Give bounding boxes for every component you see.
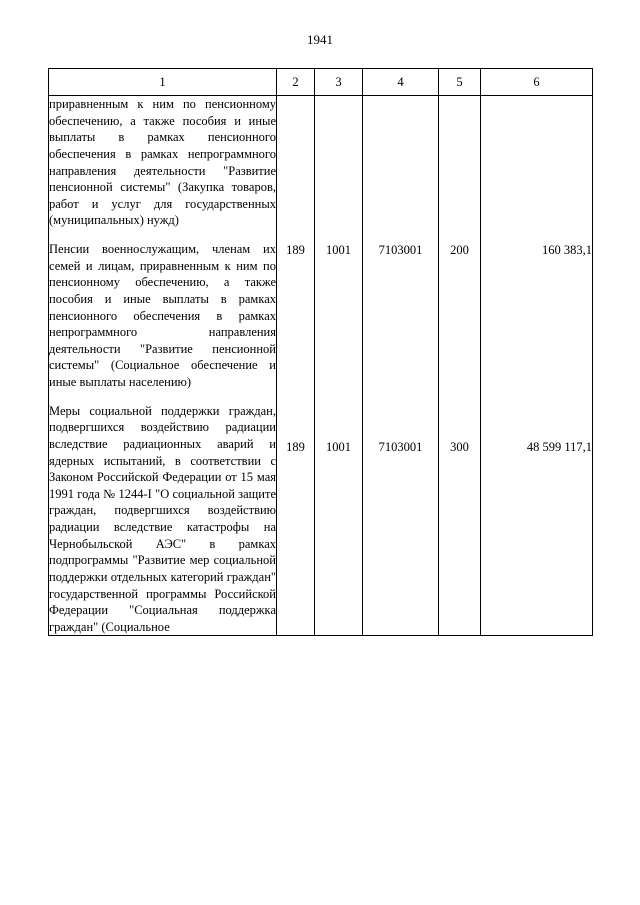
expense-type-value: 300 <box>450 440 469 454</box>
col-number-3: 3 <box>315 69 363 96</box>
amount-cell-2 <box>481 270 592 455</box>
chapter-value: 189 <box>286 440 305 454</box>
expense-type-column <box>439 96 481 636</box>
table-row <box>49 241 276 391</box>
section-column <box>315 96 363 636</box>
row-description: Пенсии военнослужащим, членам их семей и лицам, приравненным к ним по пенсионному обеспечению, а также пособия и иные выплаты в рамках пенсионного обеспечения в рамках непрограммного направления деятельности "Развитие пенсионной системы" (Социальное обеспечение и иные выплаты населению) <box>49 242 276 389</box>
target-code-column <box>363 96 439 636</box>
target-code-value: 7103001 <box>378 440 423 454</box>
col-number-5: 5 <box>439 69 481 96</box>
amount-cell-1 <box>481 96 592 258</box>
target-code-value: 7103001 <box>378 243 423 257</box>
section-value: 1001 <box>326 243 351 257</box>
chapter-cell-1 <box>277 96 314 258</box>
table-row <box>49 96 276 229</box>
chapter-cell-2 <box>277 270 314 455</box>
amount-value: 48 599 117,1 <box>526 440 592 454</box>
expense-type-cell-1 <box>439 96 480 258</box>
section-value: 1001 <box>326 440 351 454</box>
chapter-column <box>277 96 315 636</box>
table-row <box>49 403 276 636</box>
description-column <box>49 96 277 636</box>
target-code-cell-1 <box>363 96 438 258</box>
target-code-cell-2 <box>363 270 438 455</box>
page-number: 1941 <box>307 32 333 47</box>
col-number-1: 1 <box>49 69 277 96</box>
table <box>48 68 593 636</box>
expense-type-value: 200 <box>450 243 469 257</box>
col-number-6: 6 <box>481 69 593 96</box>
amount-column <box>481 96 593 636</box>
chapter-value: 189 <box>286 243 305 257</box>
budget-table <box>48 68 592 636</box>
expense-type-cell-2 <box>439 270 480 455</box>
col-number-4: 4 <box>363 69 439 96</box>
amount-value: 160 383,1 <box>542 243 592 257</box>
row-description: приравненным к ним по пенсионному обеспечению, а также пособия и иные выплаты в рамках пенсионного обеспечения в рамках непрограммного направления деятельности "Развитие пенсионной системы" (Закупка товаров, работ и услуг для государственных (муниципальных) нужд) <box>49 97 276 228</box>
table-header-row <box>49 69 593 96</box>
table-body-row <box>49 96 593 636</box>
row-description: Меры социальной поддержки граждан, подвергшихся воздействию радиации вследствие радиационных аварий и ядерных испытаний, в соответствии с Законом Российской Федерации от 15 мая 1991 года № 1244-I "О социальной защите граждан, подвергшихся воздействию радиации вследствие катастрофы на Чернобыльской АЭС" в рамках подпрограммы "Развитие мер социальной поддержки отдельных категорий граждан" государственной программы Российской Федерации "Социальная поддержка граждан" (Социальное <box>49 403 276 634</box>
section-cell-1 <box>315 96 362 258</box>
col-number-2: 2 <box>277 69 315 96</box>
section-cell-2 <box>315 270 362 455</box>
